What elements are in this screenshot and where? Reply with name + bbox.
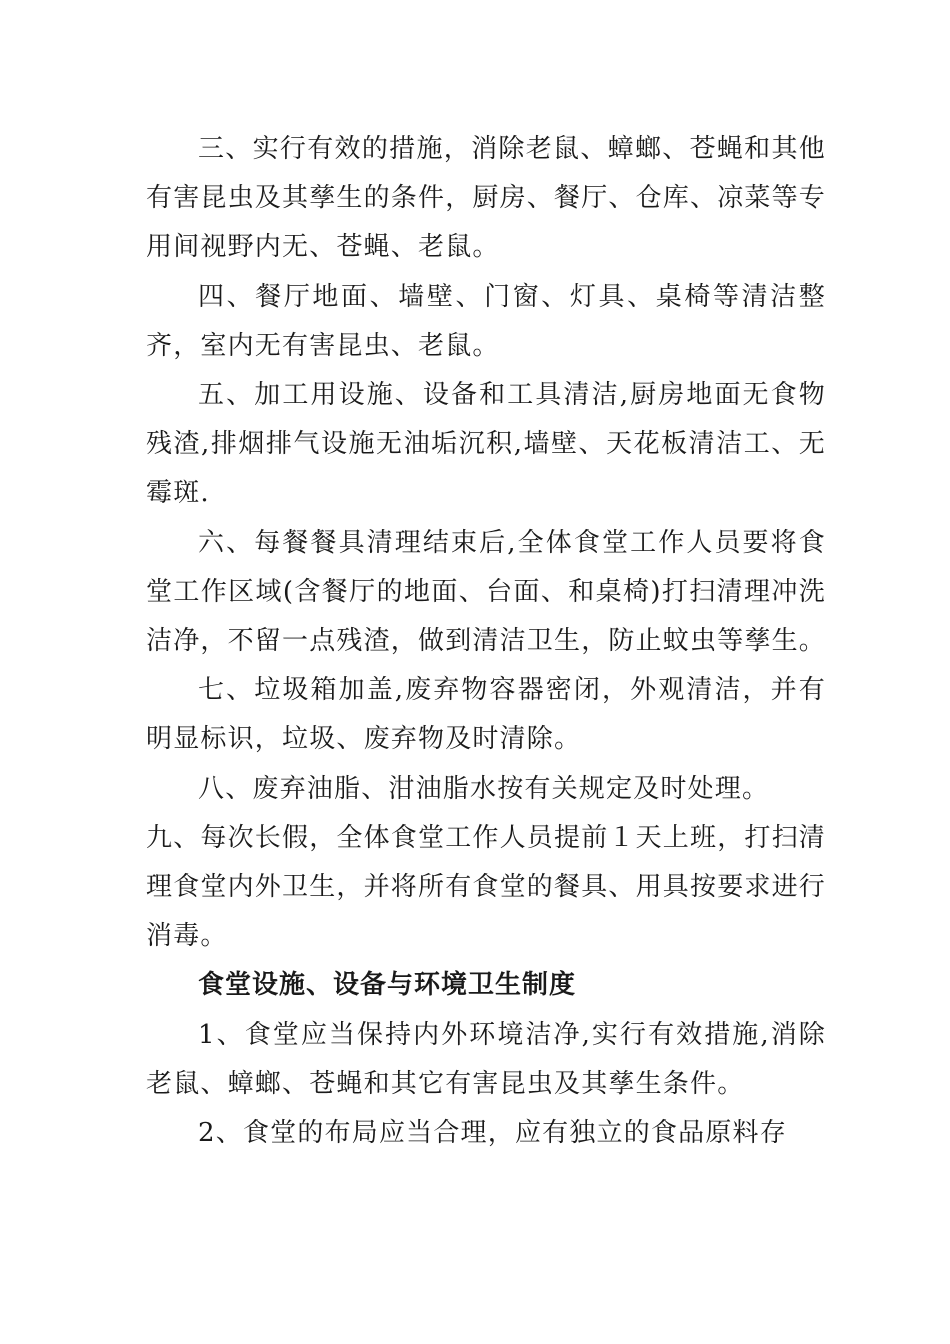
paragraph-item-6: 六、每餐餐具清理结束后,全体食堂工作人员要将食堂工作区域(含餐厅的地面、台面、和桌椅)打扫清理冲洗洁净，不留一点残渣，做到清洁卫生，防止蚊虫等孳生。 xyxy=(146,527,827,657)
document-page xyxy=(146,125,826,1158)
paragraph-item-8: 八、废弃油脂、泔油脂水按有关规定及时处理。 xyxy=(198,773,770,804)
paragraph-item-3: 三、实行有效的措施，消除老鼠、蟑螂、苍蝇和其他有害昆虫及其孳生的条件，厨房、餐厅、仓库、凉菜等专用间视野内无、苍蝇、老鼠。 xyxy=(146,134,827,263)
paragraph-item-4: 四、餐厅地面、墙壁、门窗、灯具、桌椅等清洁整齐，室内无有害昆虫、老鼠。 xyxy=(146,281,826,361)
section-heading: 食堂设施、设备与环境卫生制度 xyxy=(198,970,577,1001)
paragraph-item-9: 九、每次长假，全体食堂工作人员提前１天上班，打扫清理食堂内外卫生，并将所有食堂的餐具、用具按要求进行消毒。 xyxy=(146,822,827,952)
paragraph-item-5: 五、加工用设施、设备和工具清洁,厨房地面无食物残渣,排烟排气设施无油垢沉积,墙壁、天花板清洁工、无霉斑. xyxy=(146,380,826,509)
paragraph-item-7: 七、垃圾箱加盖,废弃物容器密闭，外观清洁，并有明显标识，垃圾、废弃物及时清除。 xyxy=(146,675,826,755)
paragraph-rule-1: 1、食堂应当保持内外环境洁净,实行有效措施,消除老鼠、蟑螂、苍蝇和其它有害昆虫及其孳生条件。 xyxy=(146,1019,826,1099)
paragraph-rule-2: 2、食堂的布局应当合理，应有独立的食品原料存 xyxy=(198,1118,787,1149)
